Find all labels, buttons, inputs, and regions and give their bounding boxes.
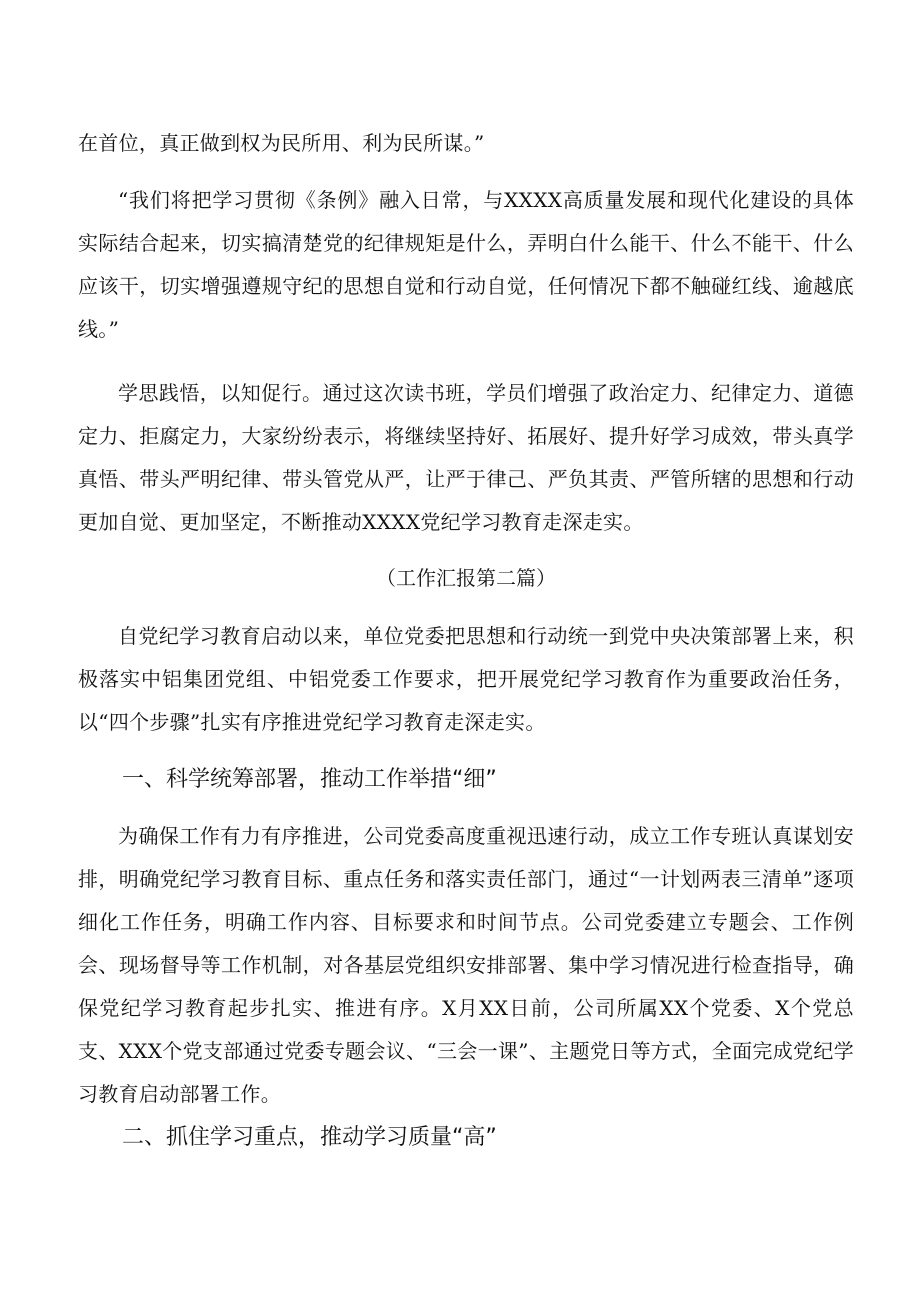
heading-two: 二、抓住学习重点，推动学习质量“高”: [122, 1125, 497, 1150]
paragraph-intro: 自党纪学习教育启动以来，单位党委把思想和行动统一到党中央决策部署上来，积极落实中铝集团党组、中铝党委工作要求，把开展党纪学习教育作为重要政治任务，以“四个步骤”扎实有序推进党纪学习教育走深走实。: [78, 624, 854, 734]
paragraph-continuation: 在首位，真正做到权为民所用、利为民所谋。”: [78, 131, 485, 155]
section-title: （工作汇报第二篇）: [376, 566, 556, 590]
paragraph-deployment: 为确保工作有力有序推进，公司党委高度重视迅速行动，成立工作专班认真谋划安排，明确党纪学习教育目标、重点任务和落实责任部门，通过“一计划两表三清单”逐项细化工作任务，明确工作内容、目标要求和时间节点。公司党委建立专题会、工作例会、现场督导等工作机制，对各基层党组织安排部署、集中学习情况进行检查指导，确保党纪学习教育起步扎实、推进有序。X月XX日前，公司所属XX个党委、X个党总支、XXX个党支部通过党委专题会议、“三会一课”、主题党日等方式，全面完成党纪学习教育启动部署工作。: [78, 824, 854, 1106]
paragraph-summary: 学思践悟，以知促行。通过这次读书班，学员们增强了政治定力、纪律定力、道德定力、拒腐定力，大家纷纷表示，将继续坚持好、拓展好、提升好学习成效，带头真学真悟、带头严明纪律、带头管党从严，让严于律己、严负其责、严管所辖的思想和行动更加自觉、更加坚定，不断推动XXXX党纪学习教育走深走实。: [78, 381, 854, 534]
paragraph-quote: “我们将把学习贯彻《条例》融入日常，与XXXX高质量发展和现代化建设的具体实际结合起来，切实搞清楚党的纪律规矩是什么，弄明白什么能干、什么不能干、什么应该干，切实增强遵规守纪的思想自觉和行动自觉，任何情况下都不触碰红线、逾越底线。”: [78, 188, 854, 341]
heading-one: 一、科学统筹部署，推动工作举措“细”: [122, 767, 497, 792]
